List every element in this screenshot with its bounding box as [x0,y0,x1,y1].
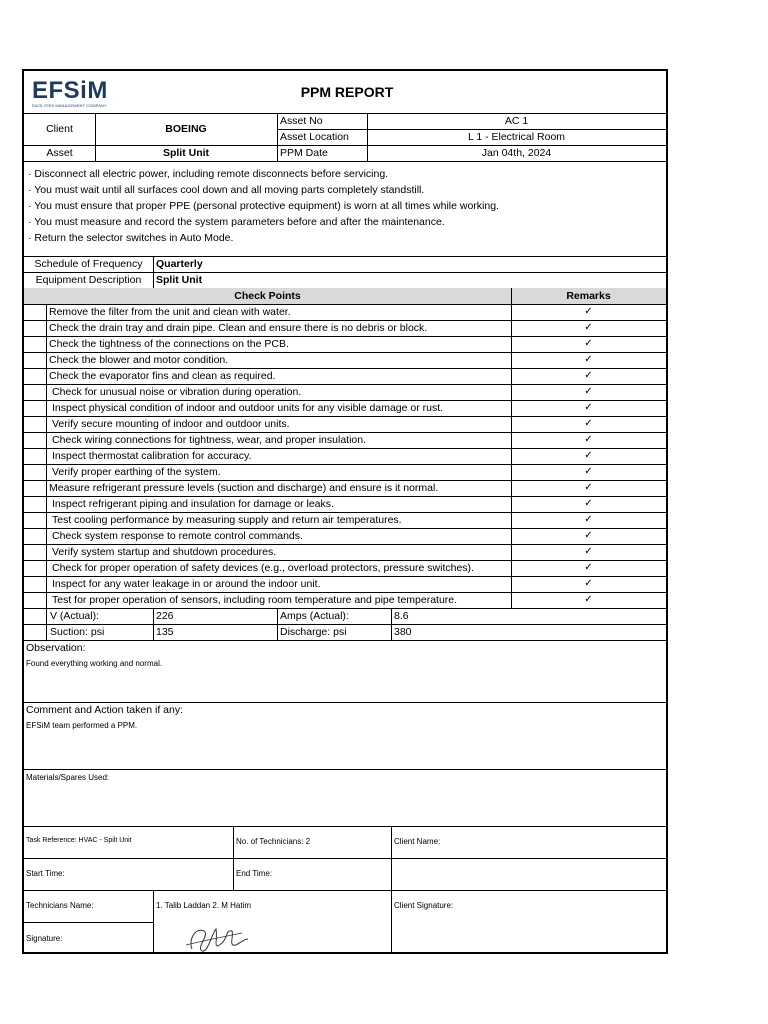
safety-note: · You must measure and record the system parameters before and after the maintenance. [28,216,445,228]
checklist-item: Check the tightness of the connections on the PCB. [49,338,289,350]
checklist-item: Check the drain tray and drain pipe. Clean and ensure there is no debris or block. [49,322,428,334]
checklist-item: Verify secure mounting of indoor and outdoor units. [52,418,290,430]
asset-no-label: Asset No [280,115,323,127]
checklist-item: Check system response to remote control commands. [52,530,303,542]
equipment-label: Equipment Description [35,274,142,286]
check-points-header: Check Points [234,290,301,302]
asset-location-label: Asset Location [280,131,349,143]
frequency-value: Quarterly [156,258,203,270]
check-mark-icon: ✓ [584,594,593,605]
check-mark-icon: ✓ [584,402,593,413]
ppm-date-value: Jan 04th, 2024 [481,147,552,159]
logo-text: EFSiM [32,77,108,104]
check-mark-icon: ✓ [584,354,593,365]
client-signature-label: Client Signature: [394,901,454,910]
equipment-value: Split Unit [156,274,203,286]
check-mark-icon: ✓ [584,450,593,461]
discharge-label: Discharge: psi [280,626,347,638]
observation-text: Found everything working and normal. [26,659,163,668]
client-value: BOEING [165,123,207,135]
end-time-label: End Time: [236,869,273,878]
checklist-item: Inspect physical condition of indoor and outdoor units for any visible damage or rust. [52,402,444,414]
asset-label: Asset [46,147,73,159]
checklist-item: Inspect refrigerant piping and insulation for damage or leaks. [52,498,334,510]
task-reference: Task Reference: HVAC - Spilt Unit [26,837,132,844]
remarks-header: Remarks [566,290,611,302]
safety-note: · You must ensure that proper PPE (personal protective equipment) is worn at all times while working. [28,200,499,212]
checklist-item: Test for proper operation of sensors, including room temperature and pipe temperature. [52,594,458,606]
check-mark-icon: ✓ [584,562,593,573]
materials-label: Materials/Spares Used: [26,773,110,782]
ppm-date-label: PPM Date [280,147,328,159]
comment-text: EFSiM team performed a PPM. [26,721,138,730]
amps-label: Amps (Actual): [280,610,349,622]
check-mark-icon: ✓ [584,306,593,317]
safety-note: · Return the selector switches in Auto Mode. [28,232,234,244]
client-name-label: Client Name: [394,837,441,846]
check-mark-icon: ✓ [584,370,593,381]
checklist-item: Check the evaporator fins and clean as required. [49,370,276,382]
checklist-item: Check for unusual noise or vibration during operation. [52,386,302,398]
check-mark-icon: ✓ [584,514,593,525]
checklist-item: Inspect thermostat calibration for accuracy. [52,450,252,462]
technicians-names: 1. Talib Laddan 2. M Hatim [156,901,252,910]
voltage-value: 226 [156,610,174,622]
checklist-item: Check the blower and motor condition. [49,354,229,366]
check-mark-icon: ✓ [584,338,593,349]
signature-label: Signature: [26,934,63,943]
discharge-value: 380 [394,626,412,638]
client-label: Client [46,123,73,135]
page-title: PPM REPORT [300,84,394,100]
voltage-label: V (Actual): [50,610,100,622]
asset-location-value: L 1 - Electrical Room [467,131,566,143]
check-mark-icon: ✓ [584,434,593,445]
technician-count: No. of Technicians: 2 [236,837,311,846]
check-mark-icon: ✓ [584,482,593,493]
check-mark-icon: ✓ [584,578,593,589]
checklist-item: Remove the filter from the unit and clean with water. [49,306,291,318]
logo-subtitle: FACILITIES MANAGEMENT COMPANY [32,103,107,108]
frequency-label: Schedule of Frequency [34,258,143,270]
technician-signature-image [182,921,254,955]
checklist-item: Check wiring connections for tightness, wear, and proper insulation. [52,434,367,446]
checklist-item: Verify proper earthing of the system. [52,466,221,478]
check-mark-icon: ✓ [584,466,593,477]
checklist-item: Verify system startup and shutdown procedures. [52,546,277,558]
ppm-report [22,69,668,954]
amps-value: 8.6 [394,610,409,622]
comment-label: Comment and Action taken if any: [26,704,184,716]
check-mark-icon: ✓ [584,546,593,557]
suction-value: 135 [156,626,174,638]
safety-note: · Disconnect all electric power, including remote disconnects before servicing. [28,168,389,180]
checklist-item: Test cooling performance by measuring supply and return air temperatures. [52,514,402,526]
check-mark-icon: ✓ [584,322,593,333]
checklist-item: Inspect for any water leakage in or around the indoor unit. [52,578,321,590]
check-mark-icon: ✓ [584,498,593,509]
check-mark-icon: ✓ [584,530,593,541]
observation-label: Observation: [26,642,86,654]
checklist-item: Measure refrigerant pressure levels (suction and discharge) and ensure is it normal. [49,482,439,494]
start-time-label: Start Time: [26,869,65,878]
check-mark-icon: ✓ [584,386,593,397]
technicians-name-label: Technicians Name: [26,901,94,910]
checklist-item: Check for proper operation of safety devices (e.g., overload protectors, pressure switches). [52,562,474,574]
check-mark-icon: ✓ [584,418,593,429]
safety-note: · You must wait until all surfaces cool down and all moving parts completely standstill. [28,184,425,196]
suction-label: Suction: psi [50,626,105,638]
asset-value: Split Unit [162,147,210,159]
asset-no-value: AC 1 [504,115,529,127]
